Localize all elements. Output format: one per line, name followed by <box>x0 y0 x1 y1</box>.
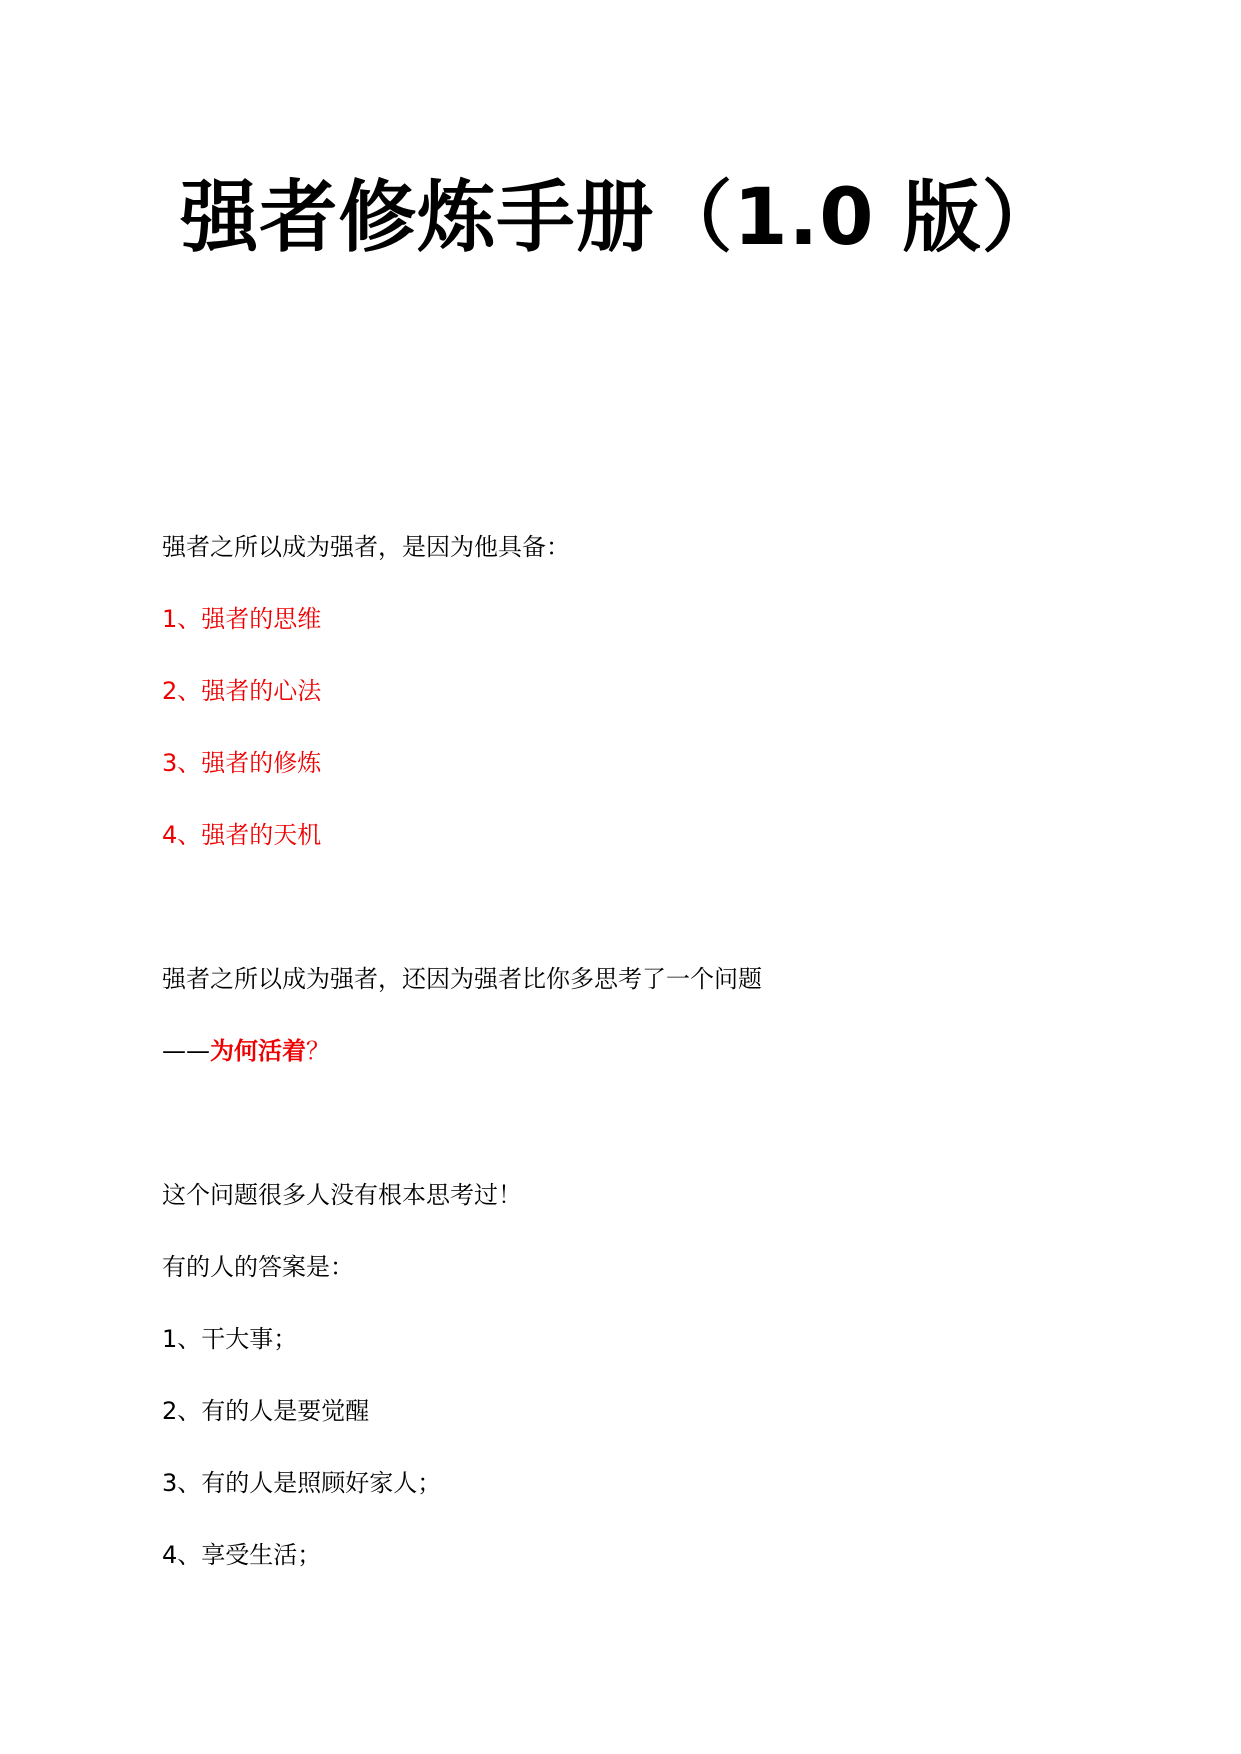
question-line <box>162 1034 330 1068</box>
ability-item: 1、强者的思维 <box>162 605 322 633</box>
ability-item: 4、强者的天机 <box>162 821 322 849</box>
intro-text: 强者之所以成为强者，是因为他具备： <box>162 533 570 561</box>
remark-text: 这个问题很多人没有根本思考过！ <box>162 1181 522 1209</box>
question-emphasis: 为何活着 <box>210 1037 306 1065</box>
ability-item: 3、强者的修炼 <box>162 749 322 777</box>
answer-item: 1、干大事； <box>162 1325 298 1353</box>
question-mark: ？ <box>306 1037 330 1065</box>
question-dash: —— <box>162 1037 210 1065</box>
reason-text: 强者之所以成为强者，还因为强者比你多思考了一个问题 <box>162 965 762 993</box>
answer-item: 2、有的人是要觉醒 <box>162 1397 370 1425</box>
ability-item: 2、强者的心法 <box>162 677 322 705</box>
answers-intro: 有的人的答案是： <box>162 1253 354 1281</box>
document-title: 强者修炼手册（1.0 版） <box>180 173 1061 263</box>
answer-item: 3、有的人是照顾好家人； <box>162 1469 442 1497</box>
answer-item: 4、享受生活； <box>162 1541 322 1569</box>
